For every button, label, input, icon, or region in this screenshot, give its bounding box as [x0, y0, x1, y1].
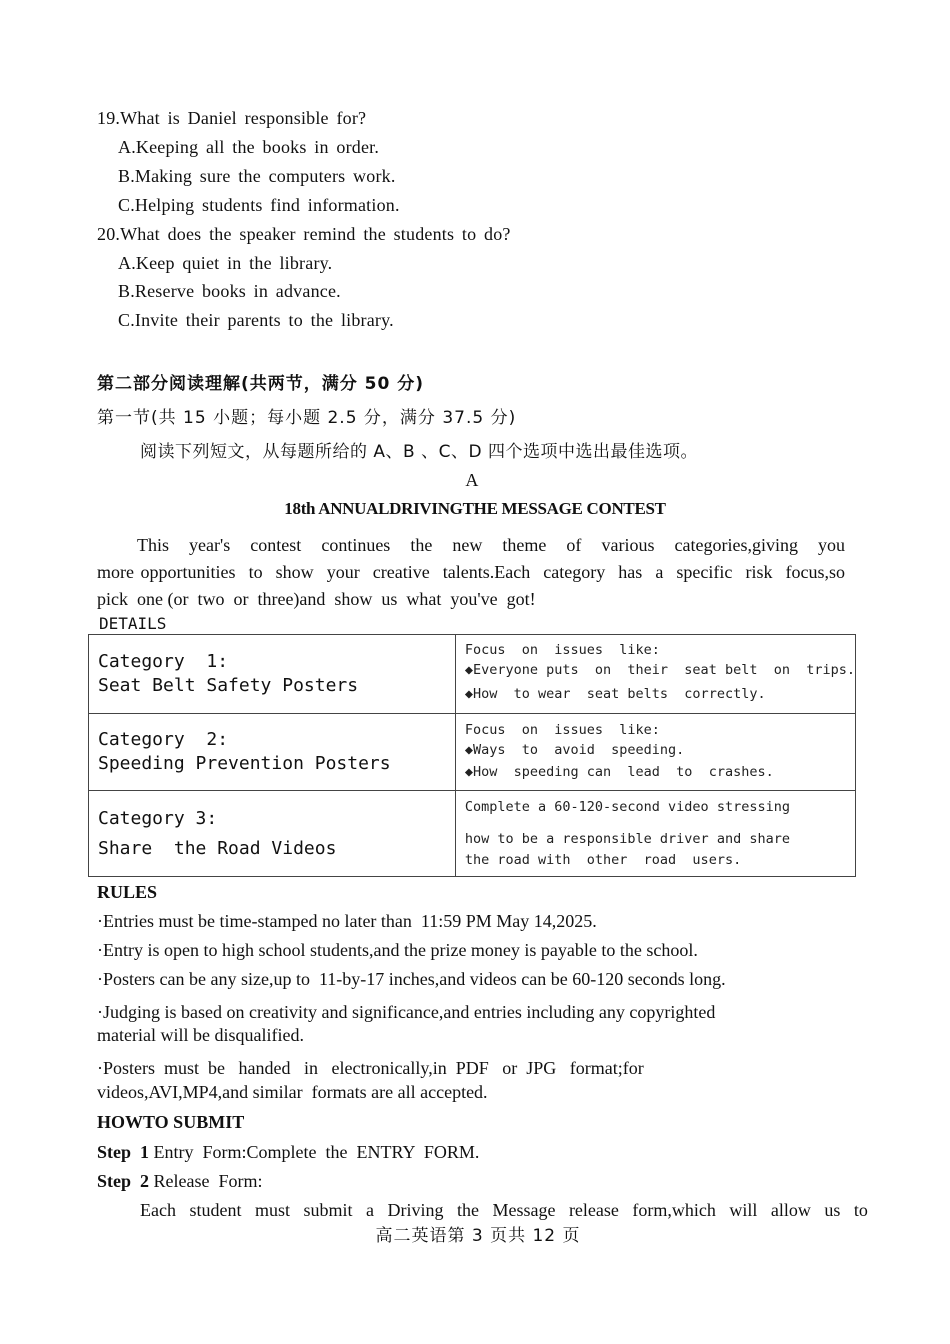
details-table — [88, 634, 856, 877]
details-label: DETAILS — [99, 614, 167, 633]
rule-1: ·Entries must be time-stamped no later than 11:59 PM May 14,2025. — [97, 911, 597, 931]
passage-letter: A — [465, 470, 479, 490]
category-3-focus — [455, 791, 855, 877]
section-subheading: 第一节(共 15 小题；每小题 2.5 分，满分 37.5 分) — [97, 408, 517, 428]
step-1-label: Step 1 — [97, 1142, 150, 1162]
category-1-title: Category 1: — [98, 651, 229, 672]
step-2 — [97, 1171, 263, 1192]
question-20-option-a: A.Keep quiet in the library. — [118, 253, 333, 273]
rule-3: ·Posters can be any size,up to 11-by-17 inches,and videos can be 60-120 seconds long. — [97, 969, 726, 989]
category-3-focus-line-3: the road with other road users. — [464, 851, 742, 868]
category-row-1 — [89, 635, 856, 714]
category-1-name — [89, 635, 456, 714]
section-instruction: 阅读下列短文，从每题所给的 A、B 、C、D 四个选项中选出最佳选项。 — [140, 442, 698, 462]
question-20-option-c: C.Invite their parents to the library. — [118, 310, 394, 330]
category-3-subtitle: Share the Road Videos — [98, 837, 337, 859]
page-footer: 高二英语第 3 页共 12 页 — [375, 1226, 581, 1246]
step-1-text: Entry Form:Complete the ENTRY FORM. — [149, 1142, 480, 1162]
passage-intro — [97, 532, 845, 613]
category-3-name — [89, 791, 456, 877]
category-1-focus-line-3: ◆How to wear seat belts correctly. — [464, 685, 766, 702]
intro-line-3: pick one (or two or three)and show us what you've got! — [97, 589, 536, 609]
rule-5-line-2: videos,AVI,MP4,and similar formats are all accepted. — [97, 1082, 488, 1102]
step-2-label: Step 2 — [97, 1171, 150, 1191]
rule-4-line-1: ·Judging is based on creativity and significance,and entries including any copyrighted — [97, 1002, 716, 1022]
rule-5-line-1: ·Posters must be handed in electronically,in PDF or JPG format;for — [97, 1058, 644, 1078]
question-19-stem: 19.What is Daniel responsible for? — [97, 108, 367, 128]
question-20-option-b: B.Reserve books in advance. — [118, 281, 341, 301]
category-3-title: Category 3: — [98, 807, 218, 829]
question-19-option-b: B.Making sure the computers work. — [118, 166, 396, 186]
category-1-focus-line-2: ◆Everyone puts on their seat belt on trips. — [464, 661, 855, 678]
intro-line-2: more opportunities to show your creative talents.Each category has a specific risk focus,so — [97, 562, 845, 582]
rules-label: RULES — [97, 882, 158, 902]
category-3-focus-line-2: how to be a responsible driver and share — [464, 830, 790, 847]
passage-title: 18th ANNUALDRIVINGTHE MESSAGE CONTEST — [284, 499, 666, 518]
submit-label: HOWTO SUBMIT — [97, 1112, 245, 1132]
section-heading: 第二部分阅读理解(共两节，满分 50 分) — [97, 374, 425, 394]
category-row-3 — [89, 791, 856, 877]
question-20-stem: 20.What does the speaker remind the students to do? — [97, 224, 511, 244]
question-19-option-a: A.Keeping all the books in order. — [118, 137, 380, 157]
category-row-2 — [89, 714, 856, 791]
category-2-name — [89, 714, 456, 791]
intro-line-1: This year's contest continues the new theme of various categories,giving you — [137, 535, 845, 555]
category-2-focus-line-3: ◆How speeding can lead to crashes. — [464, 763, 774, 780]
rule-2: ·Entry is open to high school students,and the prize money is payable to the school. — [97, 940, 698, 960]
step-2-body: Each student must submit a Driving the Message release form,which will allow us to — [140, 1200, 868, 1220]
category-2-focus — [455, 714, 855, 791]
category-1-focus — [455, 635, 855, 714]
step-1 — [97, 1142, 479, 1163]
category-2-focus-line-2: ◆Ways to avoid speeding. — [464, 741, 685, 758]
category-3-focus-line-1: Complete a 60-120-second video stressing — [464, 798, 790, 815]
question-19-option-c: C.Helping students find information. — [118, 195, 400, 215]
category-2-focus-line-1: Focus on issues like: — [464, 721, 660, 738]
rule-4-line-2: material will be disqualified. — [97, 1025, 304, 1045]
step-2-text: Release Form: — [149, 1171, 263, 1191]
category-2-title: Category 2: — [98, 729, 229, 750]
category-2-subtitle: Speeding Prevention Posters — [98, 753, 391, 774]
category-1-focus-line-1: Focus on issues like: — [464, 641, 660, 658]
category-1-subtitle: Seat Belt Safety Posters — [98, 675, 359, 696]
